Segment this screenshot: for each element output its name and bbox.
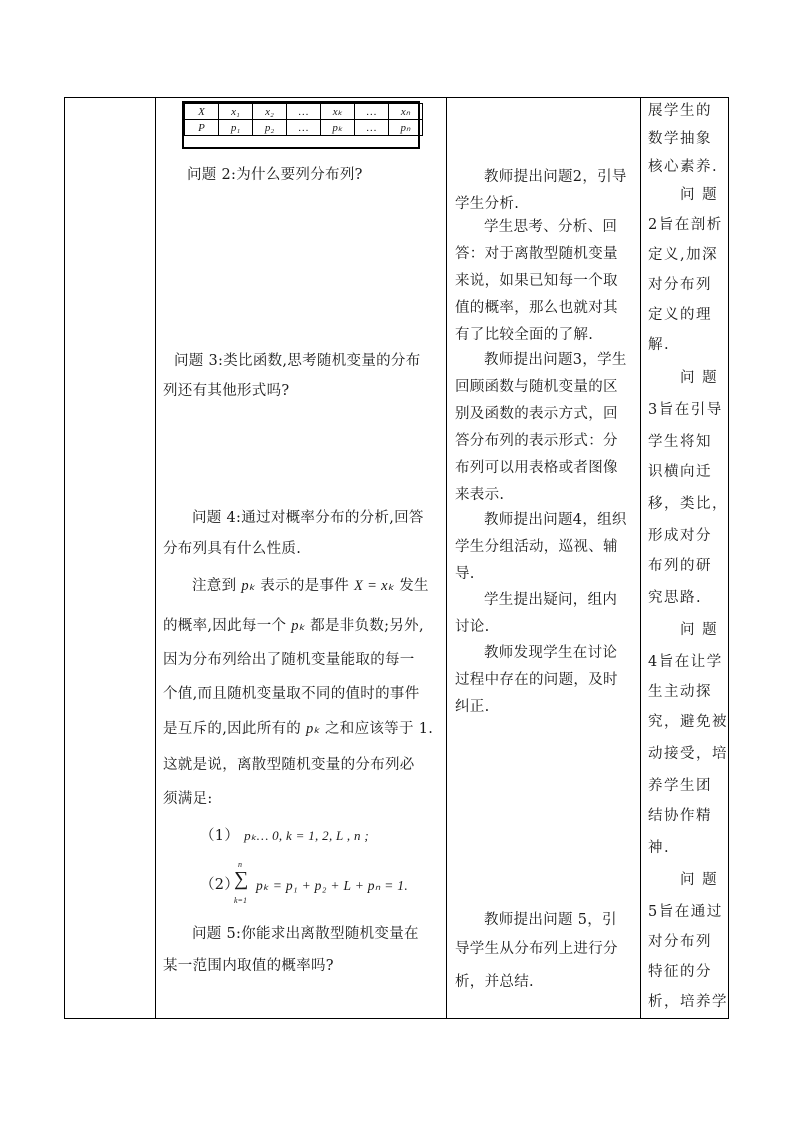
activity-line: 导. <box>455 566 475 582</box>
intent-line: 4旨在让学 <box>648 654 723 670</box>
question-5-line: 某一范围内取值的概率吗? <box>163 958 334 974</box>
condition-label: （1） <box>200 828 240 844</box>
intent-line: 识横向迁 <box>648 464 712 480</box>
table-cell: xₙ <box>389 104 423 120</box>
table-row <box>185 120 423 136</box>
activity-line: 回顾函数与随机变量的区 <box>455 379 618 395</box>
intent-line: 核心素养. <box>648 159 719 175</box>
activity-line: 教师提出问题 5，引 <box>484 912 617 928</box>
question-3-line: 列还有其他形式吗? <box>163 383 290 399</box>
note-line: 须满足: <box>163 791 213 807</box>
activity-line: 教师发现学生在讨论 <box>484 645 618 661</box>
intent-line: 问 题 <box>680 187 719 203</box>
intent-line: 问 题 <box>680 370 719 386</box>
note-text: 之和应该等于 1. <box>324 721 434 737</box>
intent-line: 2旨在剖析 <box>648 217 723 233</box>
activity-line: 别及函数的表示方式，回 <box>455 406 618 422</box>
math-pk: pₖ <box>241 578 256 594</box>
activity-line: 学生思考、分析、回 <box>484 219 618 235</box>
question-5-line: 问题 5:你能求出离散型随机变量在 <box>192 926 419 942</box>
intent-line: 5旨在通过 <box>648 904 723 920</box>
activity-line: 值的概率，那么也就对其 <box>455 300 618 316</box>
activity-line: 布列可以用表格或者图像 <box>455 460 618 476</box>
table-row <box>185 104 423 120</box>
table-cell: pₙ <box>389 120 423 136</box>
table-cell: … <box>355 104 389 120</box>
intent-line: 解. <box>648 337 671 353</box>
table-cell: p₁ <box>219 120 253 136</box>
activity-line: 有了比较全面的了解. <box>455 327 594 343</box>
question-4-line: 问题 4:通过对概率分布的分析,回答 <box>192 510 424 526</box>
table-cell: p₂ <box>253 120 287 136</box>
condition-1 <box>200 822 369 850</box>
question-4-line: 分布列具有什么性质. <box>163 541 302 557</box>
intent-line: 展学生的 <box>648 103 712 119</box>
intent-line: 结协作精 <box>648 808 712 824</box>
activity-line: 学生提出疑问，组内 <box>484 592 618 608</box>
condition-label: （2） <box>200 877 240 893</box>
note-line <box>163 613 424 640</box>
sum-upper: n <box>238 860 242 869</box>
distribution-table <box>184 103 423 136</box>
intent-line: 移，类比， <box>648 496 728 512</box>
activity-line: 导学生从分布列上进行分 <box>455 941 618 957</box>
math-event: X = xₖ <box>354 578 395 594</box>
intent-line: 养学生团 <box>648 778 712 794</box>
sum-symbol: ∑ <box>234 868 249 890</box>
intent-line: 究，避免被 <box>648 714 728 730</box>
intent-line: 特征的分 <box>648 964 712 980</box>
activity-line: 析，并总结. <box>455 974 534 990</box>
table-cell: P <box>185 120 219 136</box>
activity-line: 学生分析. <box>455 196 520 212</box>
table-cell: … <box>287 120 321 136</box>
column-divider <box>446 97 447 1019</box>
note-line <box>163 716 433 743</box>
table-cell: pₖ <box>321 120 355 136</box>
note-line: 因为分布列给出了随机变量能取的每一 <box>163 652 415 668</box>
note-line <box>192 573 429 600</box>
activity-line: 过程中存在的问题，及时 <box>455 672 618 688</box>
table-cell: x₂ <box>253 104 287 120</box>
intent-line: 布列的研 <box>648 558 712 574</box>
activity-line: 讨论. <box>455 619 490 635</box>
table-cell: … <box>355 120 389 136</box>
activity-line: 来表示. <box>455 487 505 503</box>
intent-line: 对分布列 <box>648 934 712 950</box>
note-text: 的概率,因此每一个 <box>163 618 287 634</box>
activity-line: 教师提出问题2，引导 <box>484 169 627 185</box>
intent-line: 定义的理 <box>648 307 712 323</box>
activity-line: 纠正. <box>455 699 490 715</box>
activity-line: 教师提出问题4，组织 <box>484 512 627 528</box>
note-text: 注意到 <box>192 578 237 594</box>
sum-lower: k=1 <box>234 896 247 905</box>
question-3-line: 问题 3:类比函数,思考随机变量的分布 <box>174 353 421 369</box>
activity-line: 学生分组活动，巡视、辅 <box>455 539 618 555</box>
intent-line: 究思路. <box>648 590 703 606</box>
math-pk: pₖ <box>306 721 321 737</box>
math-pk: pₖ <box>291 618 306 634</box>
note-text: 都是非负数;另外, <box>310 618 424 634</box>
intent-line: 生主动探 <box>648 684 712 700</box>
intent-line: 问 题 <box>680 872 719 888</box>
intent-line: 动接受，培 <box>648 746 728 762</box>
table-cell: … <box>287 104 321 120</box>
intent-line: 对分布列 <box>648 277 712 293</box>
intent-line: 定义,加深 <box>648 247 719 263</box>
column-divider <box>155 97 156 1019</box>
intent-line: 数学抽象 <box>648 131 712 147</box>
note-text: 发生 <box>399 578 429 594</box>
activity-line: 教师提出问题3，学生 <box>484 352 627 368</box>
intent-line: 神. <box>648 840 671 856</box>
activity-line: 答：对于离散型随机变量 <box>455 246 618 262</box>
table-cell: x₁ <box>219 104 253 120</box>
activity-line: 答分布列的表示形式：分 <box>455 433 618 449</box>
note-line: 这就是说，离散型随机变量的分布列必 <box>163 757 415 773</box>
intent-line: 3旨在引导 <box>648 402 723 418</box>
table-cell: xₖ <box>321 104 355 120</box>
question-2: 问题 2:为什么要列分布列? <box>187 167 363 183</box>
condition-math: pₖ… 0, k = 1, 2, L , n ; <box>244 828 369 843</box>
note-text: 是互斥的,因此所有的 <box>163 721 302 737</box>
note-text: 表示的是事件 <box>260 578 350 594</box>
intent-line: 问 题 <box>680 622 719 638</box>
intent-line: 形成对分 <box>648 528 712 544</box>
activity-line: 来说，如果已知每一个取 <box>455 273 618 289</box>
condition-math: pₖ = p₁ + p₂ + L + pₙ = 1. <box>256 878 409 893</box>
condition-2 <box>200 860 440 910</box>
note-line: 个值,而且随机变量取不同的值时的事件 <box>163 686 420 702</box>
intent-line: 析，培养学 <box>648 994 728 1010</box>
table-cell: X <box>185 104 219 120</box>
intent-line: 学生将知 <box>648 434 712 450</box>
column-divider <box>640 97 641 1019</box>
